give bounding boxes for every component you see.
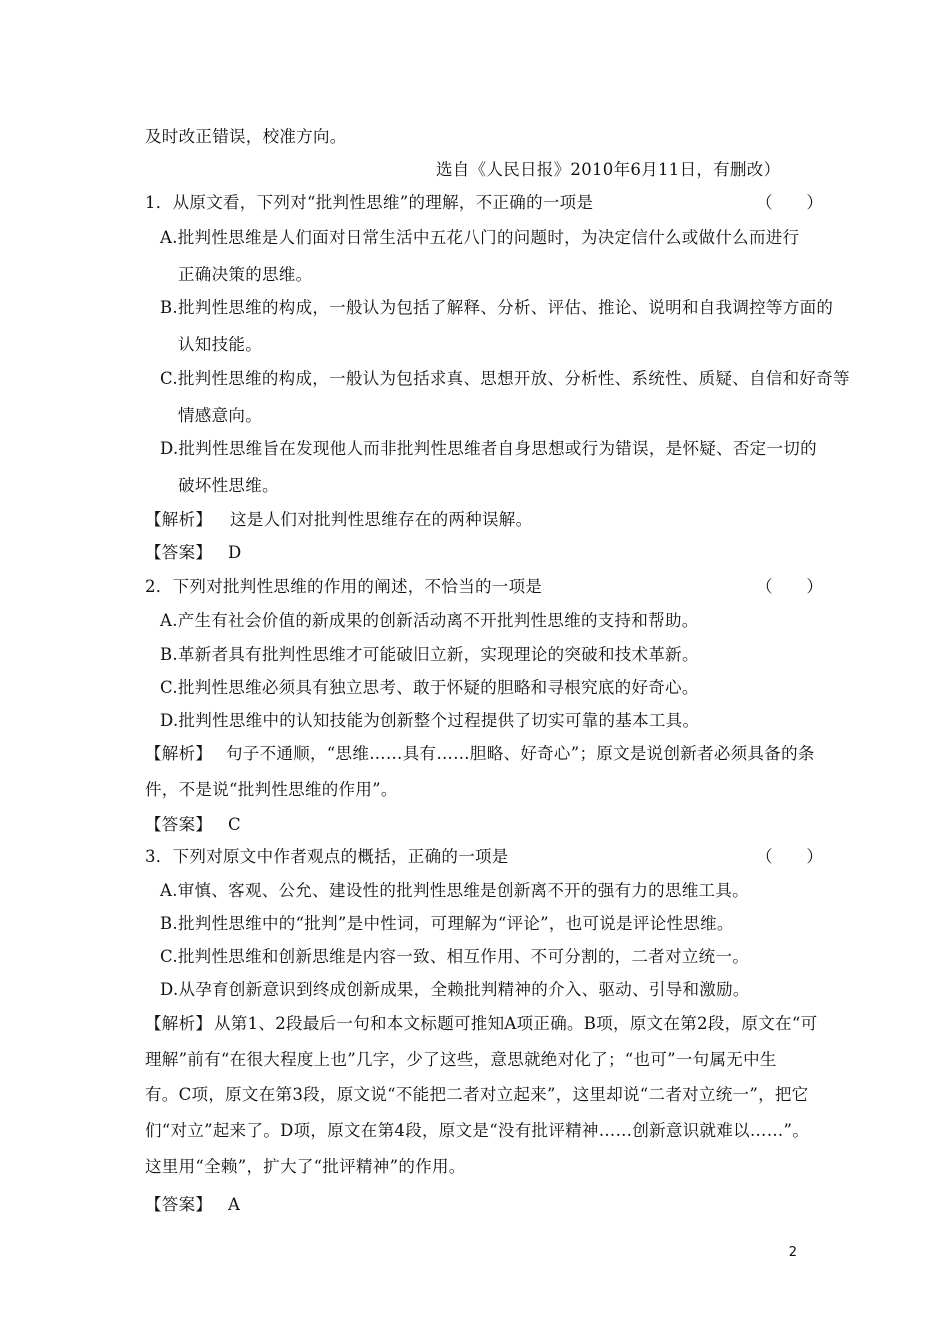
question-3-option-c: C.批判性思维和创新思维是内容一致、相互作用、不可分割的，二者对立统一。	[160, 947, 750, 966]
question-2-analysis-line-1: 句子不通顺，“思维……具有……胆略、好奇心”；原文是说创新者必须具备的条	[226, 744, 815, 763]
question-3-analysis-line-3: 有。C项，原文在第3段，原文说“不能把二者对立起来”，这里却说“二者对立统一”，把它	[145, 1085, 809, 1104]
question-2-answer: C	[228, 815, 241, 834]
question-2-stem: 2．下列对批判性思维的作用的阐述，不恰当的一项是	[145, 577, 543, 596]
question-2-analysis-label: 【解析】	[145, 744, 213, 763]
question-3-option-d: D.从孕育创新意识到终成创新成果，全赖批判精神的介入、驱动、引导和激励。	[160, 980, 750, 999]
question-1-option-b-cont: 认知技能。	[178, 335, 262, 354]
page-number: 2	[788, 1245, 797, 1260]
question-2-option-b: B.革新者具有批判性思维才可能破旧立新，实现理论的突破和技术革新。	[160, 645, 699, 664]
question-1-option-c: C.批判性思维的构成，一般认为包括求真、思想开放、分析性、系统性、质疑、自信和好奇等	[160, 369, 850, 388]
question-3-answer: A	[228, 1195, 241, 1214]
question-3-analysis-label: 【解析】	[145, 1014, 213, 1033]
question-1-analysis: 这是人们对批判性思维存在的两种误解。	[230, 510, 533, 529]
question-2-answer-label: 【答案】	[145, 815, 213, 834]
question-2-bracket: （ ）	[756, 577, 824, 596]
question-1-bracket: （ ）	[756, 193, 824, 212]
question-1-option-a: A.批判性思维是人们面对日常生活中五花八门的问题时，为决定信什么或做什么而进行	[160, 228, 800, 247]
question-2-option-c: C.批判性思维必须具有独立思考、敢于怀疑的胆略和寻根究底的好奇心。	[160, 678, 699, 697]
question-1-option-d: D.批判性思维旨在发现他人而非批判性思维者自身思想或行为错误，是怀疑、否定一切的	[160, 439, 817, 458]
question-3-option-a: A.审慎、客观、公允、建设性的批判性思维是创新离不开的强有力的思维工具。	[160, 881, 749, 900]
question-1-option-c-cont: 情感意向。	[178, 406, 262, 425]
question-2-option-d: D.批判性思维中的认知技能为创新整个过程提供了切实可靠的基本工具。	[160, 711, 700, 730]
question-1-option-d-cont: 破坏性思维。	[178, 476, 279, 495]
question-2-analysis-line-2: 件，不是说“批判性思维的作用”。	[145, 780, 398, 799]
question-3-stem: 3．下列对原文中作者观点的概括，正确的一项是	[145, 847, 509, 866]
question-3-option-b: B.批判性思维中的“批判”是中性词，可理解为“评论”，也可说是评论性思维。	[160, 914, 734, 933]
question-3-answer-label: 【答案】	[145, 1195, 213, 1214]
question-3-analysis-line-2: 理解”前有“在很大程度上也”几字，少了这些，意思就绝对化了；“也可”一句属无中生	[145, 1050, 777, 1069]
question-1-stem: 1．从原文看，下列对“批判性思维”的理解，不正确的一项是	[145, 193, 594, 212]
question-2-option-a: A.产生有社会价值的新成果的创新活动离不开批判性思维的支持和帮助。	[160, 611, 699, 630]
question-3-analysis-line-4: 们“对立”起来了。D项，原文在第4段，原文是“没有批评精神……创新意识就难以……”。	[145, 1121, 810, 1140]
intro-tail: 及时改正错误，校准方向。	[145, 127, 347, 146]
question-3-analysis-line-1: 从第1、2段最后一句和本文标题可推知A项正确。B项，原文在第2段，原文在“可	[214, 1014, 818, 1033]
question-1-option-a-cont: 正确决策的思维。	[178, 265, 313, 284]
source-citation: 选自《人民日报》2010年6月11日，有删改）	[436, 160, 781, 179]
question-1-answer: D	[228, 543, 242, 562]
question-3-analysis-line-5: 这里用“全赖”，扩大了“批评精神”的作用。	[145, 1157, 466, 1176]
question-1-option-b: B.批判性思维的构成，一般认为包括了解释、分析、评估、推论、说明和自我调控等方面的	[160, 298, 834, 317]
question-3-bracket: （ ）	[756, 847, 824, 866]
question-1-analysis-label: 【解析】	[145, 510, 213, 529]
question-1-answer-label: 【答案】	[145, 543, 213, 562]
